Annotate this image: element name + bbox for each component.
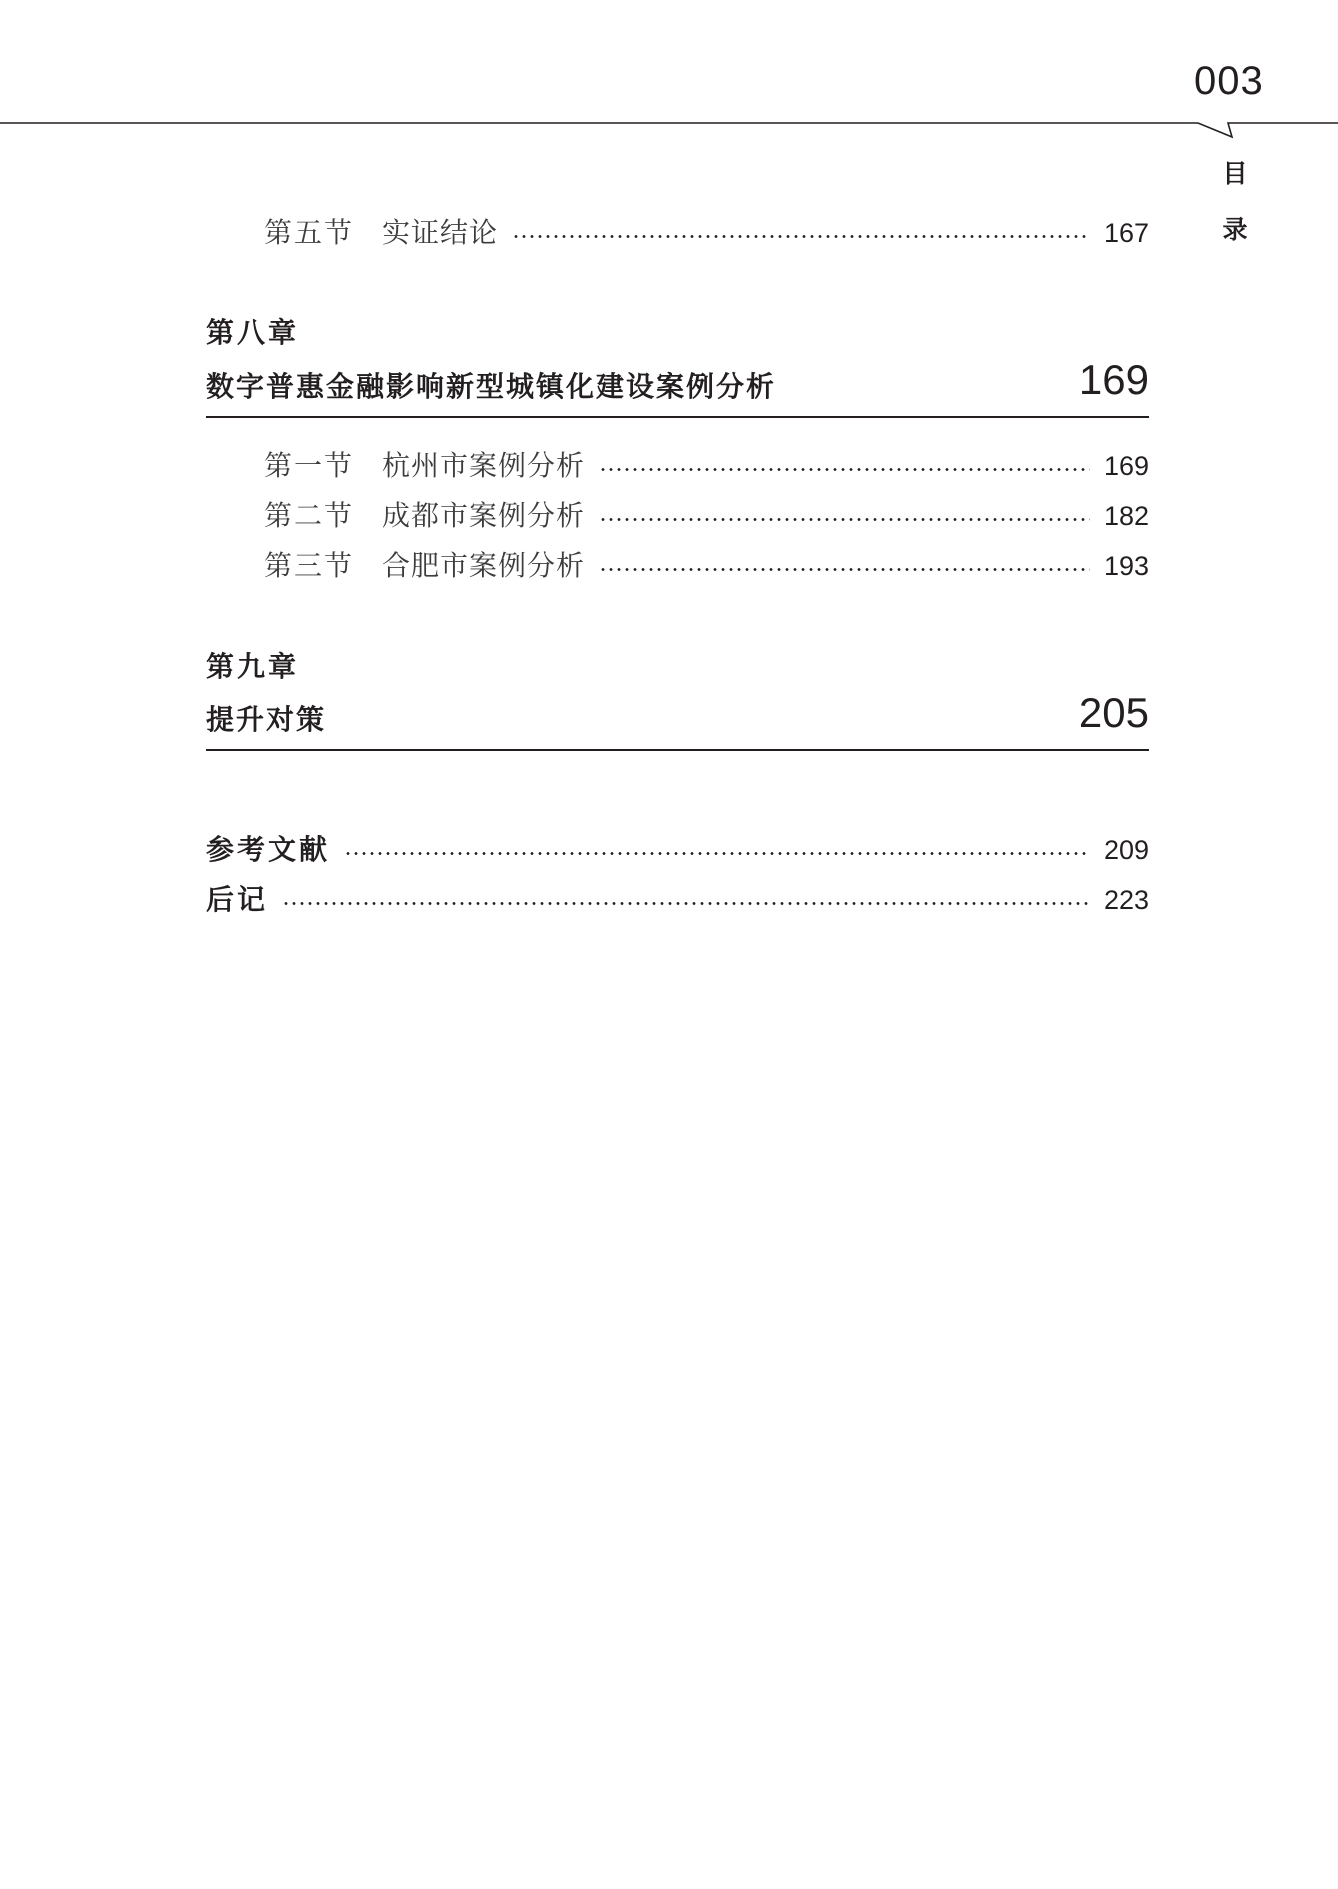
section-page: 193 [1103, 551, 1149, 581]
chapter-title[interactable]: 数字普惠金融影响新型城镇化建设案例分析 [206, 370, 777, 403]
side-label-char: 目 [1222, 159, 1248, 188]
section-title: 成都市案例分析 [382, 499, 586, 532]
backmatter-title: 后记 [206, 883, 269, 916]
section-number: 第二节 [264, 499, 355, 532]
side-label-char: 录 [1222, 215, 1248, 244]
page-number: 003 [1194, 59, 1264, 103]
section-number: 第三节 [264, 549, 355, 582]
backmatter-page: 209 [1103, 835, 1149, 865]
chapter-label: 第八章 [206, 316, 300, 349]
dot-leader [282, 902, 1090, 905]
section-page: 167 [1103, 218, 1149, 248]
section-title: 杭州市案例分析 [382, 449, 586, 482]
chapter-page: 169 [1078, 356, 1149, 403]
backmatter-page: 223 [1103, 885, 1149, 915]
dot-leader [344, 852, 1090, 855]
chapter-rule [206, 749, 1149, 751]
header-rule [0, 118, 1338, 148]
section-page: 182 [1103, 501, 1149, 531]
toc-section-entry[interactable] [264, 213, 1149, 253]
section-page: 169 [1103, 451, 1149, 481]
section-number: 第一节 [264, 449, 355, 482]
toc-section-entry[interactable] [264, 496, 1149, 536]
chapter-title[interactable]: 提升对策 [206, 703, 327, 736]
dot-leader [512, 235, 1090, 238]
section-number: 第五节 [264, 216, 355, 249]
toc-side-label [1218, 146, 1252, 258]
section-title: 实证结论 [382, 216, 499, 249]
dot-leader [599, 518, 1090, 521]
toc-backmatter-entry[interactable] [206, 830, 1149, 870]
dot-leader [599, 568, 1090, 571]
chapter-label: 第九章 [206, 650, 300, 683]
toc-section-entry[interactable] [264, 446, 1149, 486]
toc-backmatter-entry[interactable] [206, 880, 1149, 920]
section-title: 合肥市案例分析 [382, 549, 586, 582]
backmatter-title: 参考文献 [206, 833, 331, 866]
dot-leader [599, 468, 1090, 471]
chapter-page: 205 [1078, 689, 1149, 736]
chapter-rule [206, 416, 1149, 418]
toc-section-entry[interactable] [264, 546, 1149, 586]
